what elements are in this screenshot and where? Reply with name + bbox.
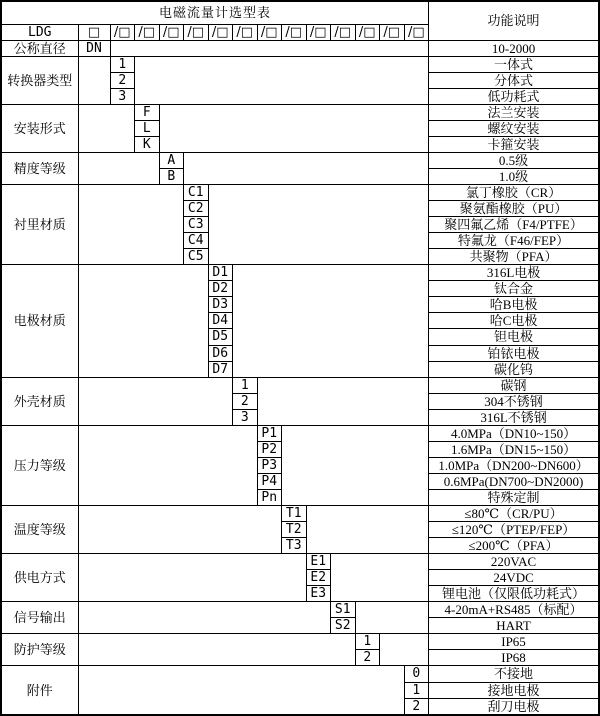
option-code: 1	[110, 56, 135, 72]
table-title: 电磁流量计选型表	[1, 1, 429, 24]
option-code: C2	[184, 201, 209, 217]
option-description: 0.5级	[429, 152, 599, 168]
option-description: ≤80℃（CR/PU）	[429, 505, 599, 521]
option-description: ≤200℃（PFA）	[429, 538, 599, 554]
option-description: 220VAC	[429, 554, 599, 570]
option-description: 316L电极	[429, 265, 599, 281]
model-code-box: /□	[306, 24, 331, 40]
category-label: 温度等级	[1, 505, 78, 553]
option-code: E2	[306, 570, 331, 586]
spacer-right	[159, 104, 429, 152]
option-description: 卡箍安装	[429, 136, 599, 152]
option-code: 1	[404, 682, 429, 698]
spacer-right	[306, 505, 429, 553]
option-row	[1, 425, 599, 441]
category-label: 转换器类型	[1, 56, 78, 104]
category-label: 压力等级	[1, 425, 78, 505]
option-row	[1, 40, 599, 56]
spacer-right	[233, 265, 429, 377]
option-description: 10-2000	[429, 40, 599, 56]
option-code: P1	[257, 425, 282, 441]
option-code: E3	[306, 586, 331, 602]
category-label: 附件	[1, 666, 78, 715]
category-label: 安装形式	[1, 104, 78, 152]
option-description: 接地电极	[429, 682, 599, 698]
option-description: 共聚物（PFA）	[429, 249, 599, 265]
option-code: D1	[208, 265, 233, 281]
category-label: 信号输出	[1, 602, 78, 634]
option-row	[1, 56, 599, 72]
option-description: 0.6MPa(DN700~DN2000)	[429, 473, 599, 489]
option-description: 铂铱电极	[429, 345, 599, 361]
option-row	[1, 602, 599, 618]
spacer-left	[78, 104, 135, 152]
option-code: S2	[331, 618, 356, 634]
model-code-box: /□	[110, 24, 135, 40]
option-code: P2	[257, 441, 282, 457]
option-description: 哈B电极	[429, 297, 599, 313]
option-code: D3	[208, 297, 233, 313]
model-code-box: □	[78, 24, 110, 40]
option-description: 钛合金	[429, 281, 599, 297]
model-code-box: /□	[404, 24, 429, 40]
model-code-box: /□	[331, 24, 356, 40]
option-description: 氯丁橡胶（CR）	[429, 185, 599, 201]
option-code: C5	[184, 249, 209, 265]
option-description: 刮刀电极	[429, 698, 599, 715]
option-description: 4.0MPa（DN10~150）	[429, 425, 599, 441]
option-code: 1	[233, 377, 258, 393]
option-description: 特氟龙（F46/FEP）	[429, 233, 599, 249]
spacer-right	[380, 634, 429, 666]
model-code-box: /□	[184, 24, 209, 40]
option-code: 2	[355, 650, 380, 666]
spacer-left	[78, 185, 184, 265]
spacer-left	[78, 56, 110, 104]
option-code: B	[159, 169, 184, 185]
spacer-left	[78, 554, 306, 602]
option-description: 1.0级	[429, 169, 599, 185]
category-label: 精度等级	[1, 152, 78, 184]
option-code: A	[159, 152, 184, 168]
spacer-left	[78, 602, 331, 634]
option-description: 1.6MPa（DN15~150）	[429, 441, 599, 457]
spacer-right	[331, 554, 429, 602]
option-code: D6	[208, 345, 233, 361]
option-description: 钽电极	[429, 329, 599, 345]
model-code-box: /□	[282, 24, 307, 40]
option-row	[1, 152, 599, 168]
option-description: 聚氨酯橡胶（PU）	[429, 201, 599, 217]
option-description: 锂电池（仅限低功耗式）	[429, 586, 599, 602]
option-description: 分体式	[429, 72, 599, 88]
option-description: 碳钢	[429, 377, 599, 393]
option-description: 304不锈钢	[429, 393, 599, 409]
option-description: 特殊定制	[429, 489, 599, 505]
category-label: 防护等级	[1, 634, 78, 666]
option-row	[1, 666, 599, 682]
option-code: T1	[282, 505, 307, 521]
option-row	[1, 185, 599, 201]
option-row	[1, 104, 599, 120]
option-code: 3	[110, 88, 135, 104]
option-description: 一体式	[429, 56, 599, 72]
spacer-right	[135, 56, 429, 104]
spacer-left	[78, 425, 257, 505]
category-label: 电极材质	[1, 265, 78, 377]
spacer-left	[78, 152, 159, 184]
option-code: Pn	[257, 489, 282, 505]
model-code-box: /□	[208, 24, 233, 40]
option-code: 2	[233, 393, 258, 409]
option-description: IP65	[429, 634, 599, 650]
model-code-box: /□	[233, 24, 258, 40]
model-code-box: /□	[257, 24, 282, 40]
spacer-right	[257, 377, 429, 425]
option-description: 哈C电极	[429, 313, 599, 329]
spacer-left	[78, 634, 355, 666]
option-description: 不接地	[429, 666, 599, 682]
spacer-left	[78, 666, 404, 715]
function-header: 功能说明	[429, 1, 599, 40]
option-code: F	[135, 104, 160, 120]
option-code: P4	[257, 473, 282, 489]
option-code: T3	[282, 538, 307, 554]
model-prefix: LDG	[1, 24, 78, 40]
option-code: DN	[78, 40, 110, 56]
option-row	[1, 634, 599, 650]
option-code: C4	[184, 233, 209, 249]
model-code-box: /□	[355, 24, 380, 40]
option-code: D2	[208, 281, 233, 297]
option-description: 24VDC	[429, 570, 599, 586]
option-code: S1	[331, 602, 356, 618]
option-code: P3	[257, 457, 282, 473]
option-code: D7	[208, 361, 233, 377]
spacer-left	[78, 505, 282, 553]
option-code: D4	[208, 313, 233, 329]
category-label: 外壳材质	[1, 377, 78, 425]
option-description: HART	[429, 618, 599, 634]
spacer-left	[78, 265, 208, 377]
option-code: 1	[355, 634, 380, 650]
model-code-box: /□	[135, 24, 160, 40]
option-code: K	[135, 136, 160, 152]
option-description: IP68	[429, 650, 599, 666]
category-label: 公称直径	[1, 40, 78, 56]
option-code: 2	[404, 698, 429, 715]
option-description: 4-20mA+RS485（标配）	[429, 602, 599, 618]
option-code: T2	[282, 522, 307, 538]
spacer-right	[355, 602, 429, 634]
model-code-box: /□	[380, 24, 405, 40]
option-code: C3	[184, 217, 209, 233]
option-description: 法兰安装	[429, 104, 599, 120]
option-code: 0	[404, 666, 429, 682]
option-code: E1	[306, 554, 331, 570]
option-description: 316L不锈钢	[429, 409, 599, 425]
option-code: L	[135, 120, 160, 136]
option-description: 碳化钨	[429, 361, 599, 377]
spacer-right	[208, 185, 429, 265]
option-code: 3	[233, 409, 258, 425]
spacer-right	[110, 40, 429, 56]
spacer-right	[282, 425, 429, 505]
option-description: 1.0MPa（DN200~DN600）	[429, 457, 599, 473]
option-description: 聚四氟乙烯（F4/PTFE）	[429, 217, 599, 233]
header-row	[1, 1, 599, 24]
option-row	[1, 377, 599, 393]
option-row	[1, 265, 599, 281]
spacer-right	[184, 152, 429, 184]
option-description: 低功耗式	[429, 88, 599, 104]
option-description: 螺纹安装	[429, 120, 599, 136]
option-code: D5	[208, 329, 233, 345]
category-label: 衬里材质	[1, 185, 78, 265]
option-row	[1, 554, 599, 570]
category-label: 供电方式	[1, 554, 78, 602]
option-code: 2	[110, 72, 135, 88]
option-row	[1, 505, 599, 521]
option-description: ≤120℃（PTEP/FEP）	[429, 522, 599, 538]
option-code: C1	[184, 185, 209, 201]
spacer-left	[78, 377, 233, 425]
model-code-box: /□	[159, 24, 184, 40]
